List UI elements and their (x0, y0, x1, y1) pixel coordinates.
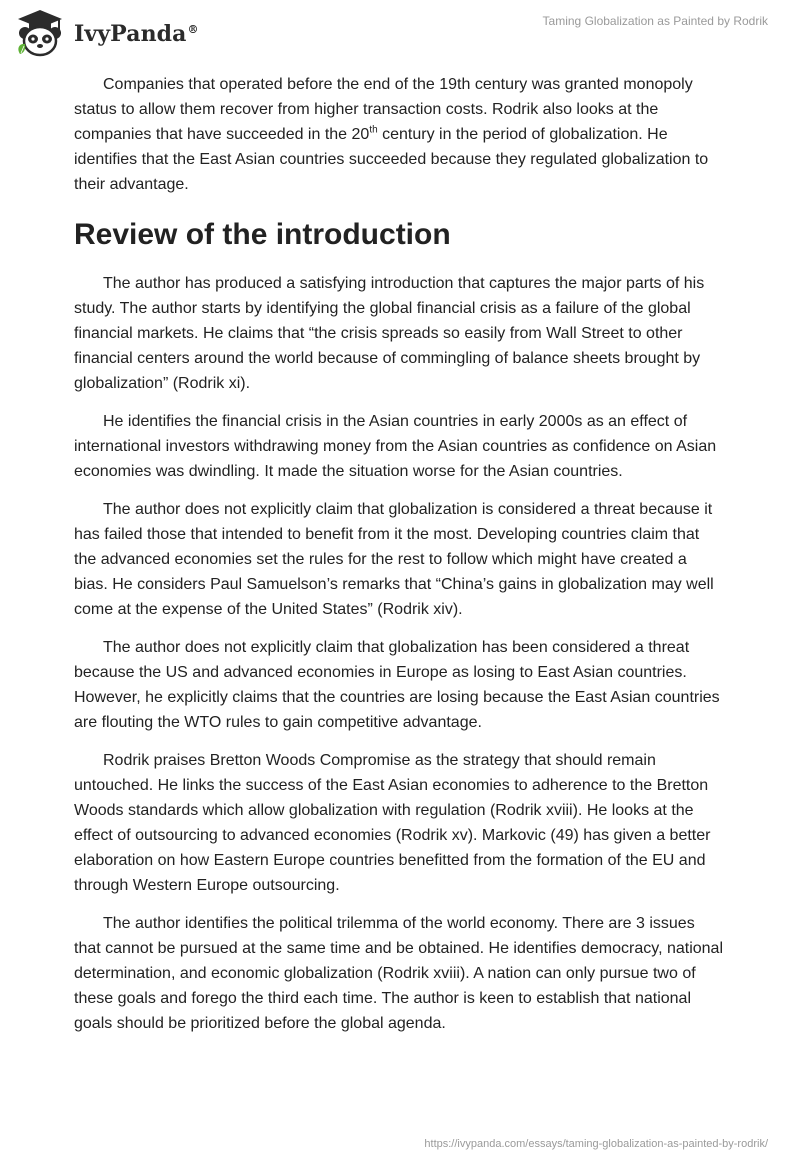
essay-content (74, 72, 724, 1049)
paragraph-text: century in the period of globalization. He identifies that the East Asian countries succeeded because they regulated globalization to their advantage. (74, 126, 709, 193)
paragraph-text: Companies that operated before the end of the 19th century was granted monopoly status to allow them recover from higher transaction costs. Rodrik also looks at the companies that have succeeded in the 20 (74, 76, 693, 143)
document-title: Taming Globalization as Painted by Rodrik (542, 14, 768, 28)
ivypanda-logo[interactable] (14, 8, 199, 58)
source-url[interactable]: https://ivypanda.com/essays/taming-globalization-as-painted-by-rodrik/ (424, 1138, 768, 1150)
paragraph-asian-crisis: He identifies the financial crisis in the Asian countries in early 2000s as an effect of international investors withdrawing money from the Asian countries as confidence on Asian economies was dwindling. It made the situation worse for the Asian countries. (74, 413, 717, 480)
paragraph-bretton-woods: Rodrik praises Bretton Woods Compromise as the strategy that should remain untouched. He links the success of the East Asian economies to adherence to the Bretton Woods standards which allow globalization with regulation (Rodrik xviii). He looks at the effect of outsourcing to advanced economies (Rodrik xv). Markovic (49) has given a better elaboration on how Eastern Europe countries benefitted from the formation of the EU and through Western Europe outsourcing. (74, 752, 711, 894)
section-heading: Review of the introduction (74, 218, 451, 251)
page-header (0, 0, 800, 70)
paragraph-companies (74, 72, 724, 197)
paragraph-trilemma: The author identifies the political trilemma of the world economy. There are 3 issues that cannot be pursued at the same time and be obtained. He identifies democracy, national determination, and economic globalization (Rodrik xviii). A nation can only pursue two of these goals and forego the third each time. The author is keen to establish that national goals should be prioritized before the global agenda. (74, 915, 723, 1032)
superscript-th: th (369, 124, 378, 136)
brand-name (74, 21, 199, 47)
paragraph-threat-developing: The author does not explicitly claim that globalization is considered a threat because it has failed those that intended to benefit from it the most. Developing countries claim that the advanced economies set the rules for the rest to follow which might have created a bias. He considers Paul Samuelson’s remarks that “China’s gains in globalization may well come at the expense of the United States” (Rodrik xiv). (74, 501, 714, 618)
brand-text: IvyPanda (74, 21, 187, 47)
panda-graduate-icon (14, 8, 66, 58)
registered-mark: ® (187, 22, 199, 36)
paragraph-threat-advanced: The author does not explicitly claim that globalization has been considered a threat because the US and advanced economies in Europe as losing to East Asian countries. However, he explicitly claims that the countries are losing because the East Asian countries are flouting the WTO rules to gain competitive advantage. (74, 639, 720, 731)
paragraph-introduction-review: The author has produced a satisfying introduction that captures the major parts of his study. The author starts by identifying the global financial crisis as a failure of the global financial markets. He claims that “the crisis spreads so easily from Wall Street to other financial centers around the world because of commingling of balance sheets brought by globalization” (Rodrik xi). (74, 275, 705, 392)
